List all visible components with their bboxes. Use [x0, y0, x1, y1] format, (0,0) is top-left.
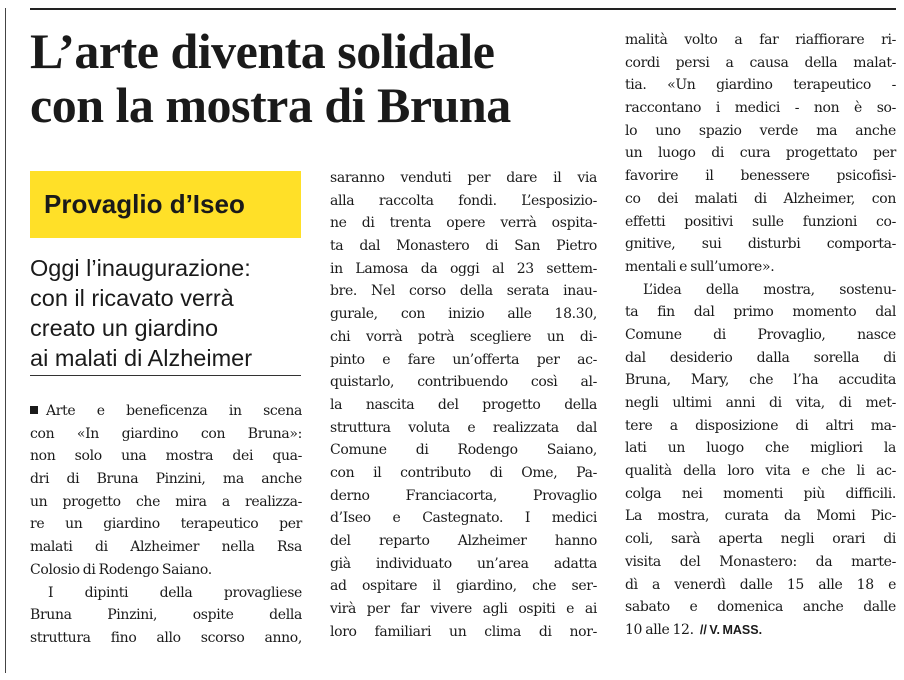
- text-line: La mostra, curata da Momi Pic-: [625, 508, 896, 525]
- subheadline: [30, 253, 305, 373]
- text-line: alla raccolta fondi. L’esposizio-: [330, 192, 597, 209]
- text-line: lo uno spazio verde ma anche: [625, 122, 896, 139]
- text-line: un luogo di cura progettato per: [625, 145, 896, 162]
- text-line: Arte e beneficenza in scena: [30, 400, 302, 423]
- text-line: dri di Bruna Pinzini, ma anche: [30, 471, 302, 488]
- text-line: re un giardino terapeutico per: [30, 516, 302, 533]
- text-line: del reparto Alzheimer hanno: [330, 533, 597, 549]
- text-line: Colosio di Rodengo Saiano.: [30, 561, 212, 578]
- subhead-line: creato un giardino: [30, 315, 219, 341]
- text-line: coli, sarà aperta negli orari di: [625, 531, 896, 548]
- text-line: con il contributo di Ome, Pa-: [330, 464, 597, 481]
- text-line: non solo una mostra dei qua-: [30, 448, 302, 465]
- left-border: [5, 8, 6, 673]
- text-line: ne di trenta opere verrà ospita-: [330, 215, 597, 232]
- text-line: malati di Alzheimer nella Rsa: [30, 539, 302, 556]
- text-line: con «In giardino con Bruna»:: [30, 425, 302, 442]
- text-line: colga nei momenti più difficili.: [625, 485, 896, 502]
- text-line: tere a disposizione di altri ma-: [625, 417, 896, 434]
- article-column-2: [330, 167, 597, 643]
- text-line: raccontano i medici - non è so-: [625, 100, 896, 117]
- text-line: Comune di Rodengo Saiano,: [330, 442, 597, 459]
- text-line: chi vorrà potrà scegliere un di-: [330, 328, 597, 345]
- text-line: lati un luogo che migliori la: [625, 440, 896, 457]
- headline-line-2: con la mostra di Bruna: [30, 77, 511, 133]
- text-line: pinto e fare un’offerta per ac-: [330, 351, 597, 368]
- subhead-line: ai malati di Alzheimer: [30, 345, 253, 371]
- text-line: struttura voluta e realizzata dal: [330, 419, 597, 436]
- text-line: qualità della loro vita e che li ac-: [625, 463, 896, 480]
- text-line: gnitive, sui disturbi comporta-: [625, 236, 896, 253]
- article-column-3: [625, 29, 896, 642]
- text-line: L’idea della mostra, sostenu-: [643, 281, 896, 298]
- text-line: favorire il benessere psicofisi-: [625, 168, 896, 185]
- article-column-1: [30, 400, 302, 650]
- headline: [30, 24, 610, 132]
- top-rule: [30, 8, 896, 10]
- text-line: tia. «Un giardino terapeutico -: [625, 77, 896, 94]
- text-line: I dipinti della provagliese: [48, 584, 302, 601]
- text-line: gurale, con inizio alle 18.30,: [330, 306, 597, 323]
- text-line: la nascita del progetto della: [330, 396, 597, 413]
- text-line: in Lamosa da oggi al 23 settem-: [330, 260, 597, 277]
- text-line: sabato e domenica anche dalle: [625, 599, 896, 616]
- square-bullet-icon: [30, 406, 38, 414]
- kicker-location: Provaglio d’Iseo: [44, 189, 245, 219]
- text-line: dal desiderio dalla sorella di: [625, 349, 896, 366]
- text-line: 10 alle 12. // V. MASS.: [625, 621, 763, 638]
- subhead-line: Oggi l’inaugurazione:: [30, 255, 251, 281]
- text-line: effetti positivi sulle funzioni co-: [625, 213, 896, 230]
- text-line: malità volto a far riaffiorare ri-: [625, 32, 896, 48]
- text-line: virà per far vivere agli ospiti e ai: [330, 601, 597, 618]
- subhead-divider: [30, 375, 301, 376]
- text-line: saranno venduti per dare il via: [330, 170, 597, 186]
- text-line: ad ospitare il giardino, che ser-: [330, 578, 597, 595]
- text-line: dì a venerdì dalle 15 alle 18 e: [625, 576, 896, 593]
- headline-line-1: L’arte diventa solidale: [30, 23, 495, 79]
- text-line: ta dal Monastero di San Pietro: [330, 238, 597, 255]
- text-line: quistarlo, contribuendo così al-: [330, 374, 597, 391]
- author-signature: // V. MASS.: [699, 622, 763, 637]
- text-line: Comune di Provaglio, nasce: [625, 326, 896, 343]
- text-line: mentali e sull’umore».: [625, 258, 775, 275]
- text-line: d’Iseo e Castegnato. I medici: [330, 510, 597, 527]
- text-line: derno Franciacorta, Provaglio: [330, 487, 597, 504]
- text-line: loro familiari un clima di nor-: [330, 623, 597, 640]
- text-line: già individuato un’area adatta: [330, 555, 597, 572]
- text-line: Bruna, Mary, che l’ha accudita: [625, 372, 896, 389]
- text-line: co dei malati di Alzheimer, con: [625, 190, 896, 207]
- text-line: struttura fino allo scorso anno,: [30, 629, 302, 646]
- text-line: un progetto che mira a realizza-: [30, 493, 302, 510]
- text-line: negli ultimi anni di vita, di met-: [625, 395, 896, 411]
- text-line: ta fin dal primo momento dal: [625, 304, 896, 321]
- text-line: cordi persi a causa della malat-: [625, 54, 896, 71]
- text-line: bre. Nel corso della serata inau-: [330, 283, 597, 300]
- text-line: Bruna Pinzini, ospite della: [30, 607, 302, 624]
- text-line: visita del Monastero: da marte-: [625, 553, 896, 570]
- subhead-line: con il ricavato verrà: [30, 285, 234, 311]
